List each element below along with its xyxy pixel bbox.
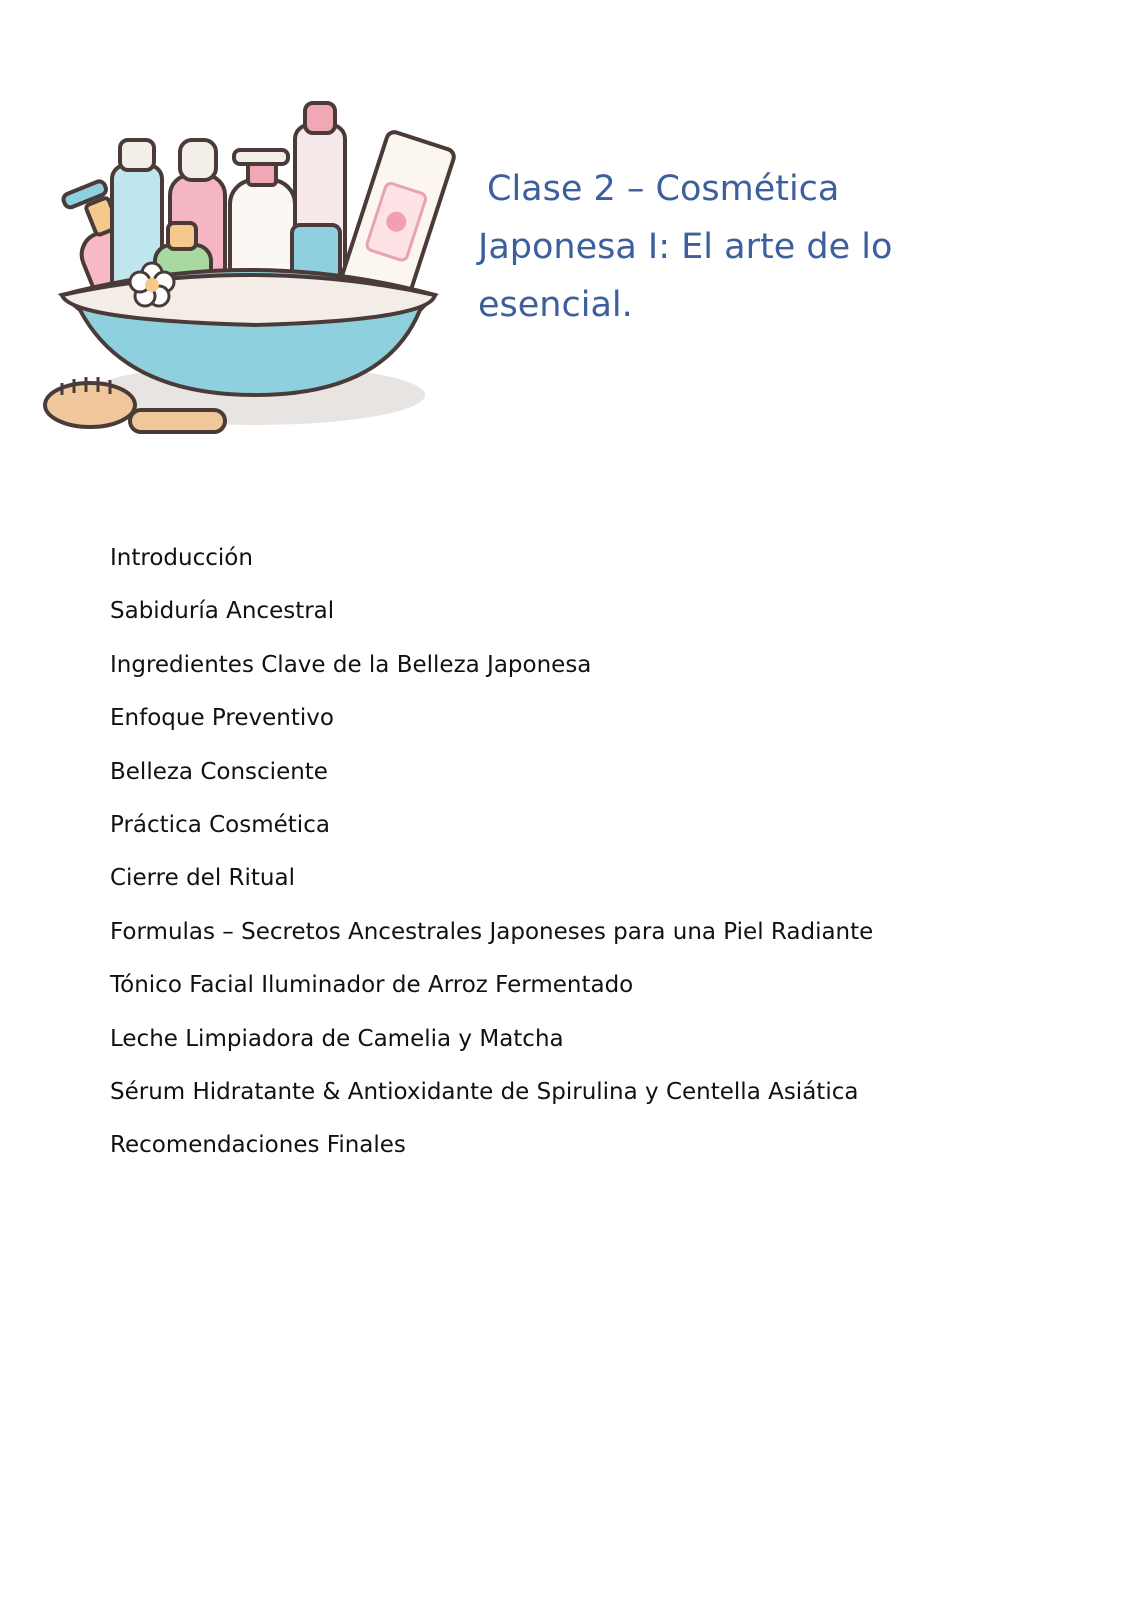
title-line-1: Clase 2 – Cosmética — [487, 169, 840, 209]
toc-item-tonico-facial: Tónico Facial Iluminador de Arroz Fermentado — [110, 972, 634, 999]
toc-item-cierre-del-ritual: Cierre del Ritual — [110, 865, 295, 892]
toc-item-practica-cosmetica: Práctica Cosmética — [110, 811, 330, 838]
toc-item-formulas: Formulas – Secretos Ancestrales Japoneses para una Piel Radiante — [110, 918, 874, 945]
toc-item-belleza-consciente: Belleza Consciente — [110, 758, 328, 785]
page-title — [478, 160, 998, 334]
title-line-2: Japonesa I: El arte de lo — [478, 227, 893, 267]
title-line-3: esencial. — [478, 285, 633, 325]
toc-item-introduccion: Introducción — [110, 545, 253, 571]
toc-item-ingredientes-clave: Ingredientes Clave de la Belleza Japonesa — [110, 651, 592, 678]
table-of-contents — [110, 545, 873, 1186]
toc-item-recomendaciones-finales: Recomendaciones Finales — [110, 1132, 406, 1159]
toc-item-leche-limpiadora: Leche Limpiadora de Camelia y Matcha — [110, 1025, 564, 1052]
toc-item-sabiduria-ancestral: Sabiduría Ancestral — [110, 598, 335, 625]
basket-of-cosmetics-icon — [40, 95, 460, 465]
toc-item-enfoque-preventivo: Enfoque Preventivo — [110, 705, 334, 732]
toc-item-serum-hidratante: Sérum Hidratante & Antioxidante de Spirulina y Centella Asiática — [110, 1078, 859, 1105]
